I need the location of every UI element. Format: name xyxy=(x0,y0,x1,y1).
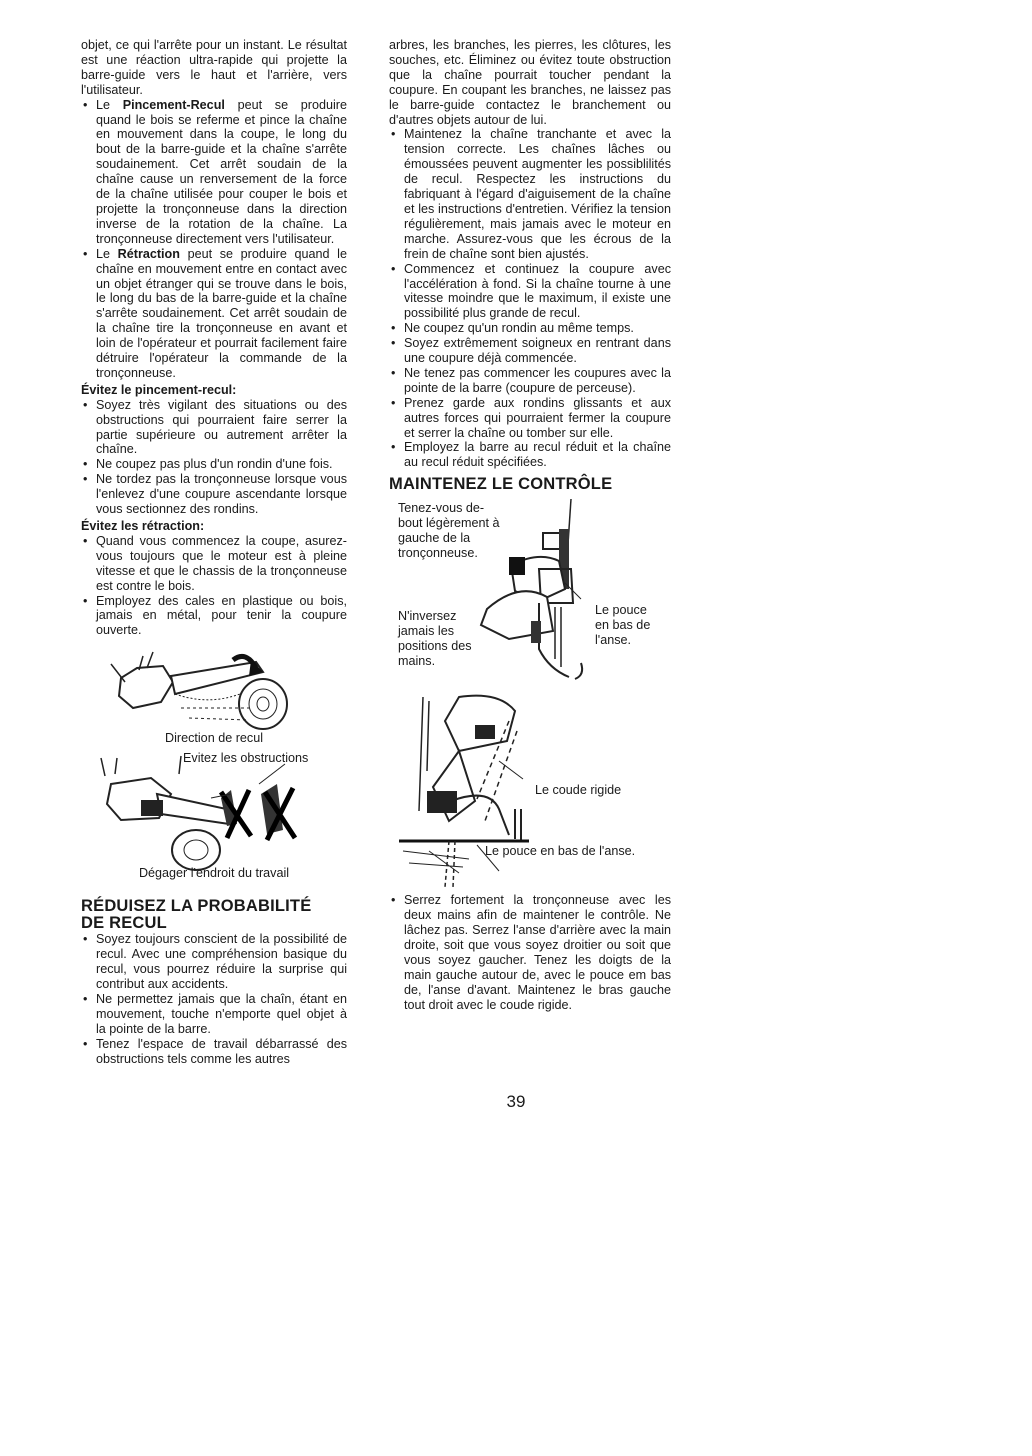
retraction-list xyxy=(81,534,347,638)
list-item: • Ne tenez pas commencer les coupures avec la pointe de la barre (coupure de perceuse). xyxy=(389,366,671,396)
list-item: • Le Rétraction peut se produire quand le chaîne en mouvement entre en contact avec un objet étranger qui se trouve dans le bois, le long du bas de la barre-guide et la chaîne s'arrête soudainement. Cet arrêt soudain de la chaîne tire la tronçonneuse en avant et loin de l'opérateur et pourrait facilement faire détruire l'opérateur la commande de la tronçonneuse. xyxy=(81,247,347,381)
reduce-list xyxy=(81,932,347,1066)
list-item: • Ne tordez pas la tronçonneuse lorsque vous l'enlevez d'une coupure ascendante lorsque vous sectionnez des rondins. xyxy=(81,472,347,517)
list-item: • Employez des cales en plastique ou bois, jamais en métal, pour tenir la coupure ouverte. xyxy=(81,594,347,639)
figure-label-obstructions: Evitez les obstructions xyxy=(183,751,309,766)
chainsaw-elbow-illustration xyxy=(389,691,671,891)
right-column xyxy=(389,38,671,1013)
chainsaw-kickback-illustration xyxy=(81,638,347,732)
list-item: • Maintenez la chaîne tranchante et avec la tension correcte. Les chaînes lâches ou émoussées peuvent augmenter les possiblilités de recul. Respectez les instructions du fabriquant à l'égard d'aiguisement de la chaîne et les instructions d'entretien. Vérifiez la tension régulièrement, mais jamais avec le moteur en marche. Assurez-vous que les écrous de la frein de chaîne sont bien ajustés. xyxy=(389,127,671,261)
list-item: • Tenez l'espace de travail débarrassé des obstructions tels comme les autres xyxy=(81,1037,347,1067)
figure-label-thumb-handle: Le pouce en bas de l'anse. xyxy=(485,844,636,859)
list-item: • Le Pincement-Recul peut se produire quand le bois se referme et pince la chaîne en mouvement dans la coupe, le long du bout de la barre-guide et la chaîne s'arrête soudainement. Cet arrêt soudain de la chaîne cause un renversement de la force de la chaîne utilisée pour couper le bois et projette la tronçonneuse dans la direction inverse de la rotation de la chaîne. La tronçonneuse directement vers l'utilisateur. xyxy=(81,98,347,247)
page-number: 39 xyxy=(506,1092,526,1111)
paragraph: objet, ce qui l'arrête pour un instant. Le résultat est une réaction ultra-rapide qui projette la barre-guide vers le haut et l'arrière, vers l'utilisateur. xyxy=(81,38,347,97)
grip-figure xyxy=(389,691,671,891)
heading-reduce-kickback-line1: RÉDUISEZ LA PROBABILITÉ xyxy=(81,897,312,916)
control-list xyxy=(389,893,671,1012)
figure-caption: Dégager l'endroit du travail xyxy=(138,866,290,881)
figure-label-hands: N'inversez jamais les positions des mains. xyxy=(398,609,472,668)
list-item: • Ne coupez qu'un rondin au même temps. xyxy=(389,321,671,336)
figure-label-stance: Tenez-vous de- bout légèrement à gauche de la tronçonneuse. xyxy=(398,501,500,560)
term-pullback: Rétraction xyxy=(117,246,180,261)
subheading-retraction: Évitez les rétraction: xyxy=(81,519,205,533)
chainsaw-obstruction-illustration xyxy=(81,754,347,872)
paragraph: arbres, les branches, les pierres, les clôtures, les souches, etc. Éliminez ou évitez toute obstruction que la chaîne pourrait toucher pendant la coupure. En coupant les branches, ne laissez pas le barre-guide contactez le branchement ou d'autres objets autour de lui. xyxy=(389,38,671,127)
obstruction-figure xyxy=(81,751,347,892)
list-item: • Ne permettez jamais que la chaîn, étant en mouvement, touche n'emporte quel objet à la pointe de la barre. xyxy=(81,992,347,1037)
heading-reduce-kickback-line2: DE RECUL xyxy=(81,914,167,933)
kickback-direction-figure xyxy=(81,638,347,746)
term-pinch-kickback: Pincement-Recul xyxy=(122,97,225,112)
list-item: • Employez la barre au recul réduit et la chaîne au recul réduit spécifiées. xyxy=(389,440,671,470)
list-item: • Quand vous commencez la coupe, asurez-vous toujours que le moteur est à pleine vitesse et que le chassis de la tronçonneuse est contre le bois. xyxy=(81,534,347,594)
subheading-pinch: Évitez le pincement-recul: xyxy=(81,382,237,397)
list-item: • Prenez garde aux rondins glissants et aux autres forces qui pourraient fermer la coupure et serrer la chaîne ou tomber sur elle. xyxy=(389,396,671,441)
list-item: • Ne coupez pas plus d'un rondin d'une fois. xyxy=(81,457,347,472)
kickback-list xyxy=(81,98,347,381)
figure-label-elbow: Le coude rigide xyxy=(535,783,622,798)
list-item: • Commencez et continuez la coupure avec l'accélération à fond. Si la chaîne tourne à une vitesse moindre que le maximum, il existe une possibilité plus grande de recul. xyxy=(389,262,671,322)
pinch-list xyxy=(81,398,347,517)
list-item: • Soyez extrêmement soigneux en rentrant dans une coupure déjà commencée. xyxy=(389,336,671,366)
stance-figure xyxy=(389,499,671,691)
list-item: • Soyez très vigilant des situations ou des obstructions qui pourraient faire serrer la partie supérieure ou autrement arrêter la chaîne. xyxy=(81,398,347,458)
figure-caption: Direction de recul xyxy=(165,731,263,746)
left-column xyxy=(81,38,347,1066)
list-item: • Serrez fortement la tronçonneuse avec les deux mains afin de maintener le contrôle. Ne lâchez pas. Serrez l'anse d'arrière avec la main droite, soit que vous soyez droitier ou soit que vous soyez gaucher. Tenez les doigts de la main gauche autour de, avec le pouce em bas de, l'anse d'avant. Maintenez le bras gauche tout droit avec le coude rigide. xyxy=(389,893,671,1012)
safety-list xyxy=(389,127,671,470)
heading-maintain-control: MAINTENEZ LE CONTRÔLE xyxy=(389,475,613,494)
list-item: • Soyez toujours conscient de la possibilité de recul. Avec une compréhension basique du recul, vous pourrez réduire la surprise qui contribut aux accidents. xyxy=(81,932,347,992)
figure-label-thumb: Le pouce en bas de l'anse. xyxy=(595,603,651,648)
